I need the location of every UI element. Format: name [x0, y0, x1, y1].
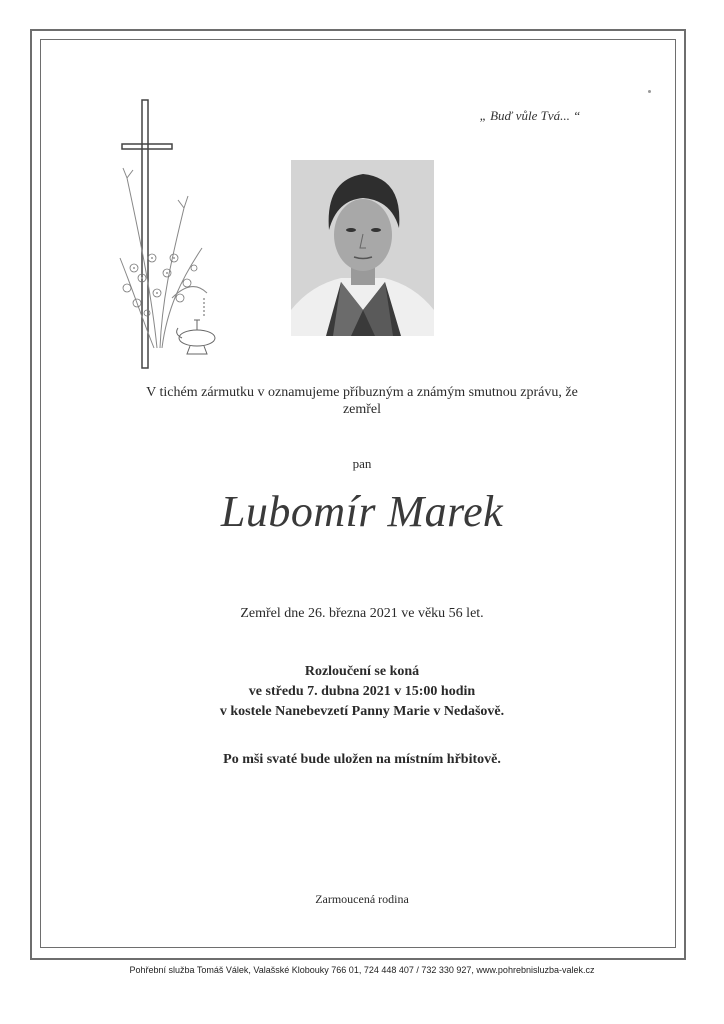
portrait-photo	[291, 160, 434, 336]
family-signature: Zarmoucená rodina	[315, 892, 409, 906]
cross-icon	[112, 98, 232, 370]
ceremony-line-3: v kostele Nanebevzetí Panny Marie v Nedašově.	[219, 704, 505, 719]
ceremony-info	[120, 662, 604, 722]
intro-text	[120, 384, 604, 418]
scan-speck	[648, 90, 651, 93]
footer-contact: Pohřební služba Tomáš Válek, Valašské Klobouky 766 01, 724 448 407 / 732 330 927, www.pohrebnisluzba-valek.cz	[129, 965, 595, 975]
title-word: pan	[352, 456, 372, 471]
ceremony-line-1: Rozloučení se koná	[304, 664, 420, 679]
intro-line-2: zemřel	[342, 402, 382, 417]
ceremony-line-2: ve středu 7. dubna 2021 v 15:00 hodin	[248, 684, 476, 699]
deceased-name: Lubomír Marek	[220, 487, 504, 536]
death-info: Zemřel dne 26. března 2021 ve věku 56 let.	[240, 606, 484, 621]
burial-info: Po mši svaté bude uložen na místním hřbitově.	[223, 752, 501, 767]
intro-line-1: V tichém zármutku v oznamujeme příbuzným a známým smutnou zprávu, že	[146, 385, 578, 400]
motto: „ Buď vůle Tvá... “	[479, 108, 581, 123]
